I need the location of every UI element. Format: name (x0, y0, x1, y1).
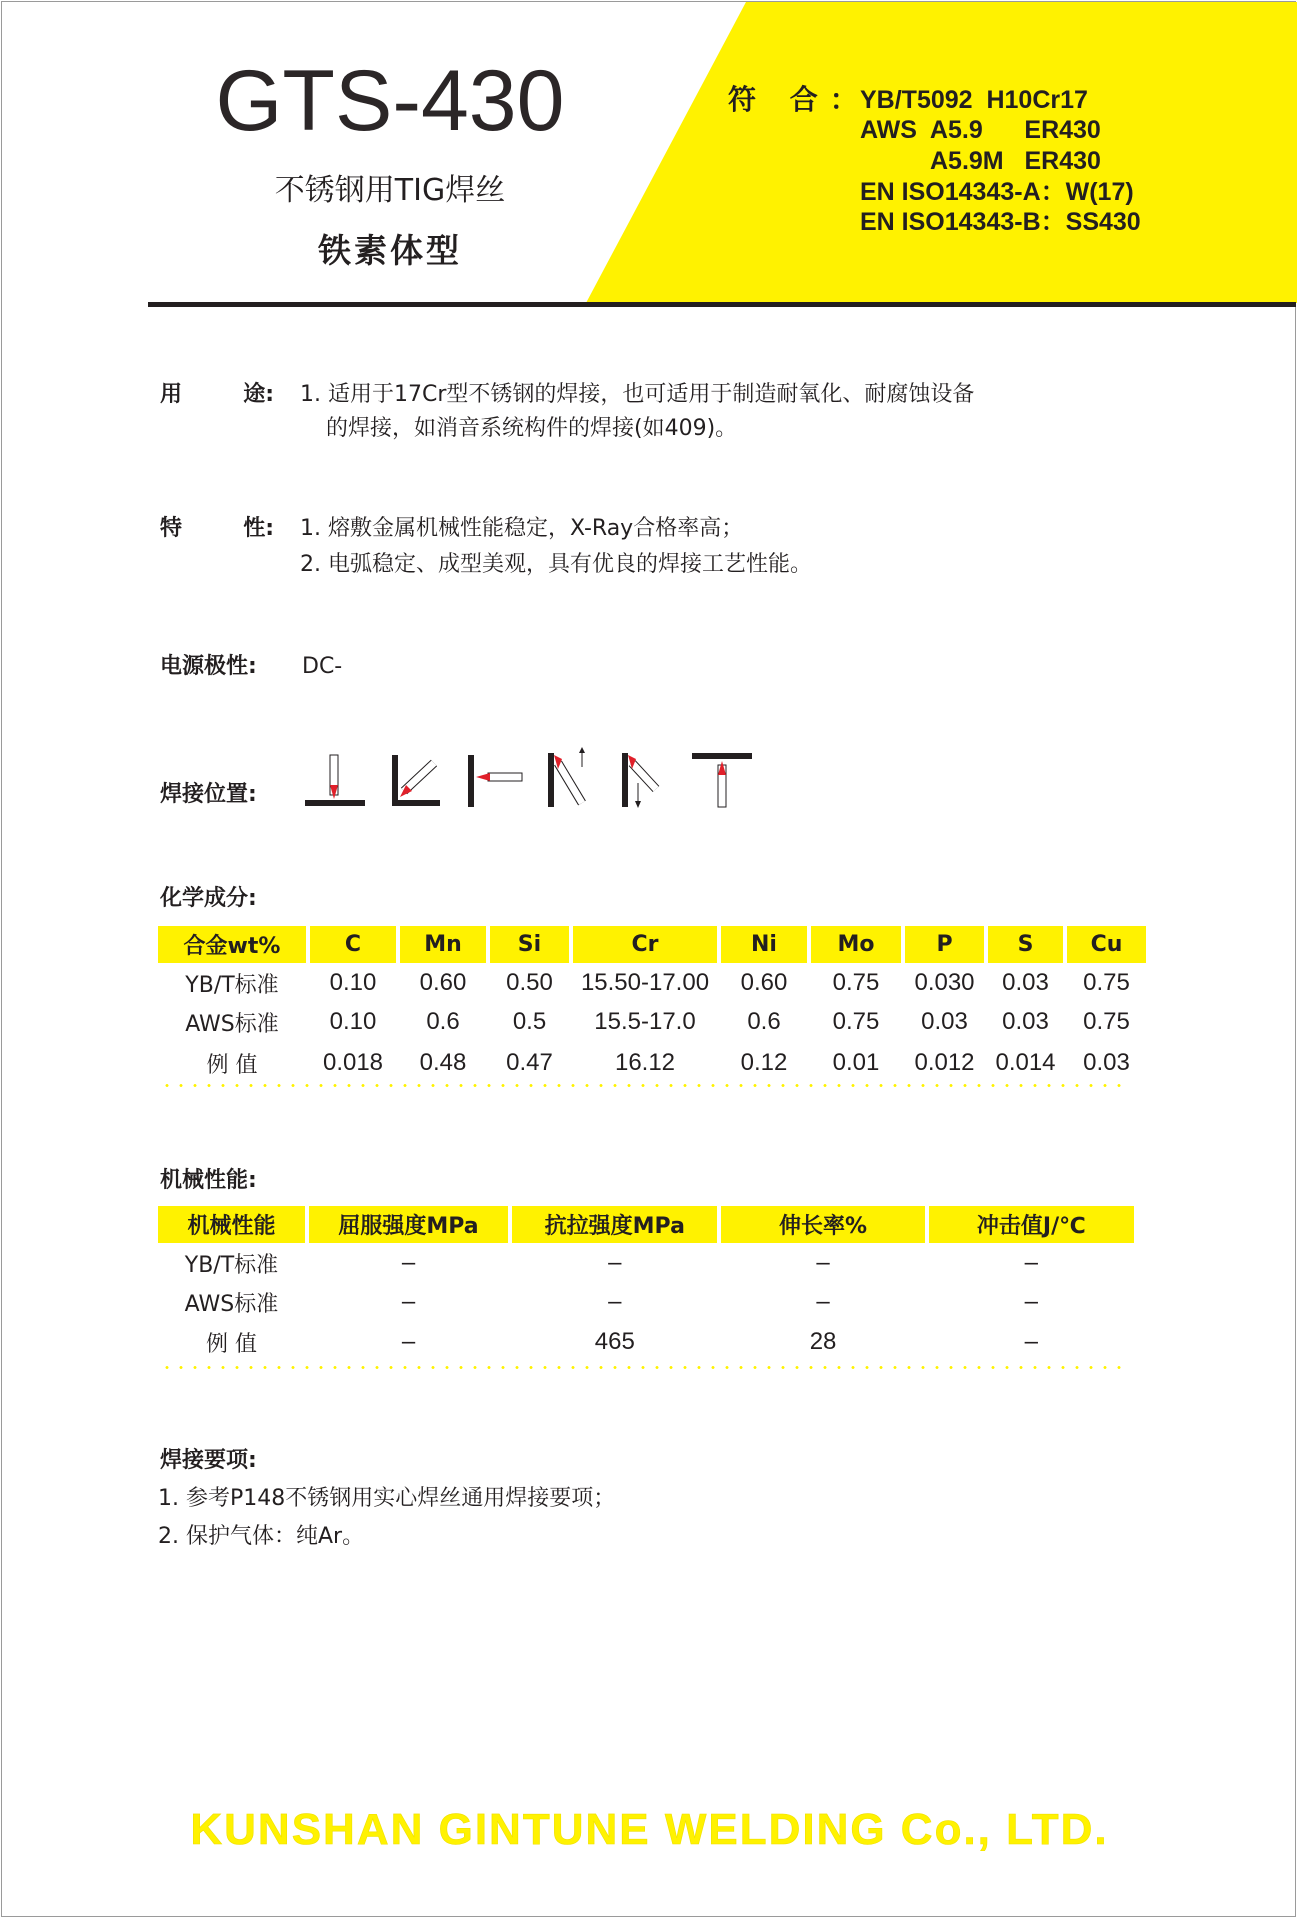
position-vertical-up-icon (548, 747, 585, 807)
feature-line: 2. 电弧稳定、成型美观，具有优良的焊接工艺性能。 (300, 552, 812, 577)
table-cell: 15.50-17.00 (580, 969, 710, 996)
table-cell: 0.030 (914, 969, 975, 996)
header-rule (148, 302, 1296, 307)
table-row (158, 1003, 1146, 1041)
chemistry-header-cell: Mo (811, 926, 901, 963)
feature-line: 1. 熔敷金属机械性能稳定，X-Ray合格率高； (300, 516, 744, 541)
position-vertical-down-icon (622, 753, 656, 808)
table-row (158, 1321, 1134, 1363)
standard-line: EN ISO14343-A：W(17) (860, 178, 1134, 206)
table-cell: 0.75 (1083, 969, 1130, 996)
table-cell: 0.01 (832, 1049, 880, 1076)
welding-note-line: 1. 参考P148不锈钢用实心焊丝通用焊接要项； (158, 1486, 616, 1511)
row-label: YB/T标准 (184, 1252, 279, 1278)
standard-line: YB/T5092 H10Cr17 (860, 86, 1088, 114)
table-cell: 465 (594, 1328, 635, 1355)
product-type: 铁素体型 (318, 231, 462, 270)
standard-line: A5.9M ER430 (930, 147, 1101, 175)
mechanical-header-cell: 抗拉强度MPa (512, 1206, 717, 1243)
chemistry-header-cell: C (310, 926, 396, 963)
position-horizontal-icon (468, 755, 522, 807)
table-cell: – (401, 1288, 416, 1315)
table-cell: 0.03 (1002, 1008, 1049, 1035)
table-cell: 0.03 (1083, 1049, 1130, 1076)
table-cell: – (608, 1288, 622, 1315)
chemistry-dotted-rule (160, 1084, 1128, 1087)
chemistry-header-cell: P (905, 926, 984, 963)
table-cell: 15.5-17.0 (594, 1008, 696, 1035)
table-cell: 0.018 (322, 1049, 384, 1076)
table-cell: – (401, 1249, 416, 1276)
table-cell: 0.012 (914, 1049, 975, 1076)
table-cell: 16.12 (614, 1049, 676, 1076)
usage-line: 的焊接，如消音系统构件的焊接(如409)。 (326, 416, 738, 441)
standard-line: EN ISO14343-B：SS430 (860, 208, 1141, 236)
mechanical-table (154, 1206, 1138, 1363)
table-row (158, 1041, 1146, 1085)
table-cell: 0.014 (995, 1049, 1056, 1076)
chemistry-table (154, 926, 1150, 1085)
table-cell: 0.12 (740, 1049, 788, 1076)
chemistry-header-cell: Ni (721, 926, 807, 963)
table-cell: – (816, 1249, 830, 1276)
table-cell: 0.10 (329, 1008, 377, 1035)
standard-line: AWS A5.9 ER430 (860, 116, 1101, 144)
row-label: 例 值 (206, 1052, 258, 1078)
table-cell: 0.48 (419, 1049, 467, 1076)
table-cell: 0.10 (329, 969, 377, 996)
row-label: YB/T标准 (185, 972, 279, 998)
table-cell: 0.03 (921, 1008, 968, 1035)
mechanical-header-cell: 伸长率% (721, 1206, 924, 1243)
table-row (158, 1283, 1134, 1321)
position-fillet-icon (392, 755, 440, 806)
chemistry-header-cell: S (988, 926, 1063, 963)
mechanical-title: 机械性能: (160, 1168, 257, 1193)
polarity-value: DC- (302, 654, 343, 679)
welding-positions-diagram (300, 745, 760, 815)
table-cell: – (401, 1328, 416, 1355)
table-cell: – (1024, 1288, 1039, 1315)
table-cell: 0.50 (506, 969, 553, 996)
table-cell: 0.5 (512, 1008, 547, 1035)
table-cell: 0.75 (832, 1008, 880, 1035)
table-cell: 0.60 (419, 969, 467, 996)
mechanical-header-cell: 机械性能 (158, 1206, 305, 1243)
table-cell: 0.03 (1002, 969, 1049, 996)
chemistry-header-cell: Cr (573, 926, 717, 963)
product-subtitle: 不锈钢用TIG焊丝 (274, 173, 506, 208)
table-cell: – (1024, 1328, 1039, 1355)
mechanical-dotted-rule (160, 1366, 1128, 1369)
position-flat-icon (305, 755, 365, 806)
position-overhead-icon (692, 753, 752, 807)
positions-label: 焊接位置: (160, 782, 257, 807)
table-cell: – (816, 1288, 830, 1315)
features-label: 特 性: (160, 516, 275, 541)
table-cell: 0.6 (426, 1008, 460, 1035)
product-code: GTS-430 (215, 53, 565, 149)
row-label: 例 值 (205, 1331, 257, 1357)
chemistry-header-cell: Cu (1067, 926, 1146, 963)
chemistry-title: 化学成分: (160, 886, 257, 911)
chemistry-header-cell: 合金wt% (158, 926, 306, 963)
usage-line: 1. 适用于17Cr型不锈钢的焊接，也可适用于制造耐氧化、耐腐蚀设备 (300, 382, 975, 407)
welding-notes-title: 焊接要项: (160, 1448, 257, 1473)
row-label: AWS标准 (185, 1011, 279, 1037)
table-cell: 0.60 (740, 969, 788, 996)
table-cell: 0.6 (747, 1008, 781, 1035)
welding-note-line: 2. 保护气体：纯Ar。 (158, 1524, 365, 1549)
mechanical-header-cell: 屈服强度MPa (309, 1206, 508, 1243)
table-cell: – (608, 1249, 622, 1276)
chemistry-header-cell: Mn (400, 926, 486, 963)
table-row (158, 963, 1146, 1003)
chemistry-header-cell: Si (490, 926, 569, 963)
polarity-label: 电源极性: (160, 654, 257, 679)
mechanical-header-cell: 冲击值J/℃ (929, 1206, 1134, 1243)
table-cell: – (1024, 1249, 1039, 1276)
usage-label: 用 途: (160, 382, 275, 407)
standards-label: 符 合： (728, 83, 870, 116)
table-row (158, 1243, 1134, 1283)
table-cell: 0.75 (832, 969, 880, 996)
table-cell: 0.47 (506, 1049, 553, 1076)
company-name: KUNSHAN GINTUNE WELDING Co., LTD. (190, 1805, 1109, 1854)
table-cell: 0.75 (1083, 1008, 1130, 1035)
table-cell: 28 (809, 1328, 837, 1355)
row-label: AWS标准 (184, 1291, 279, 1317)
